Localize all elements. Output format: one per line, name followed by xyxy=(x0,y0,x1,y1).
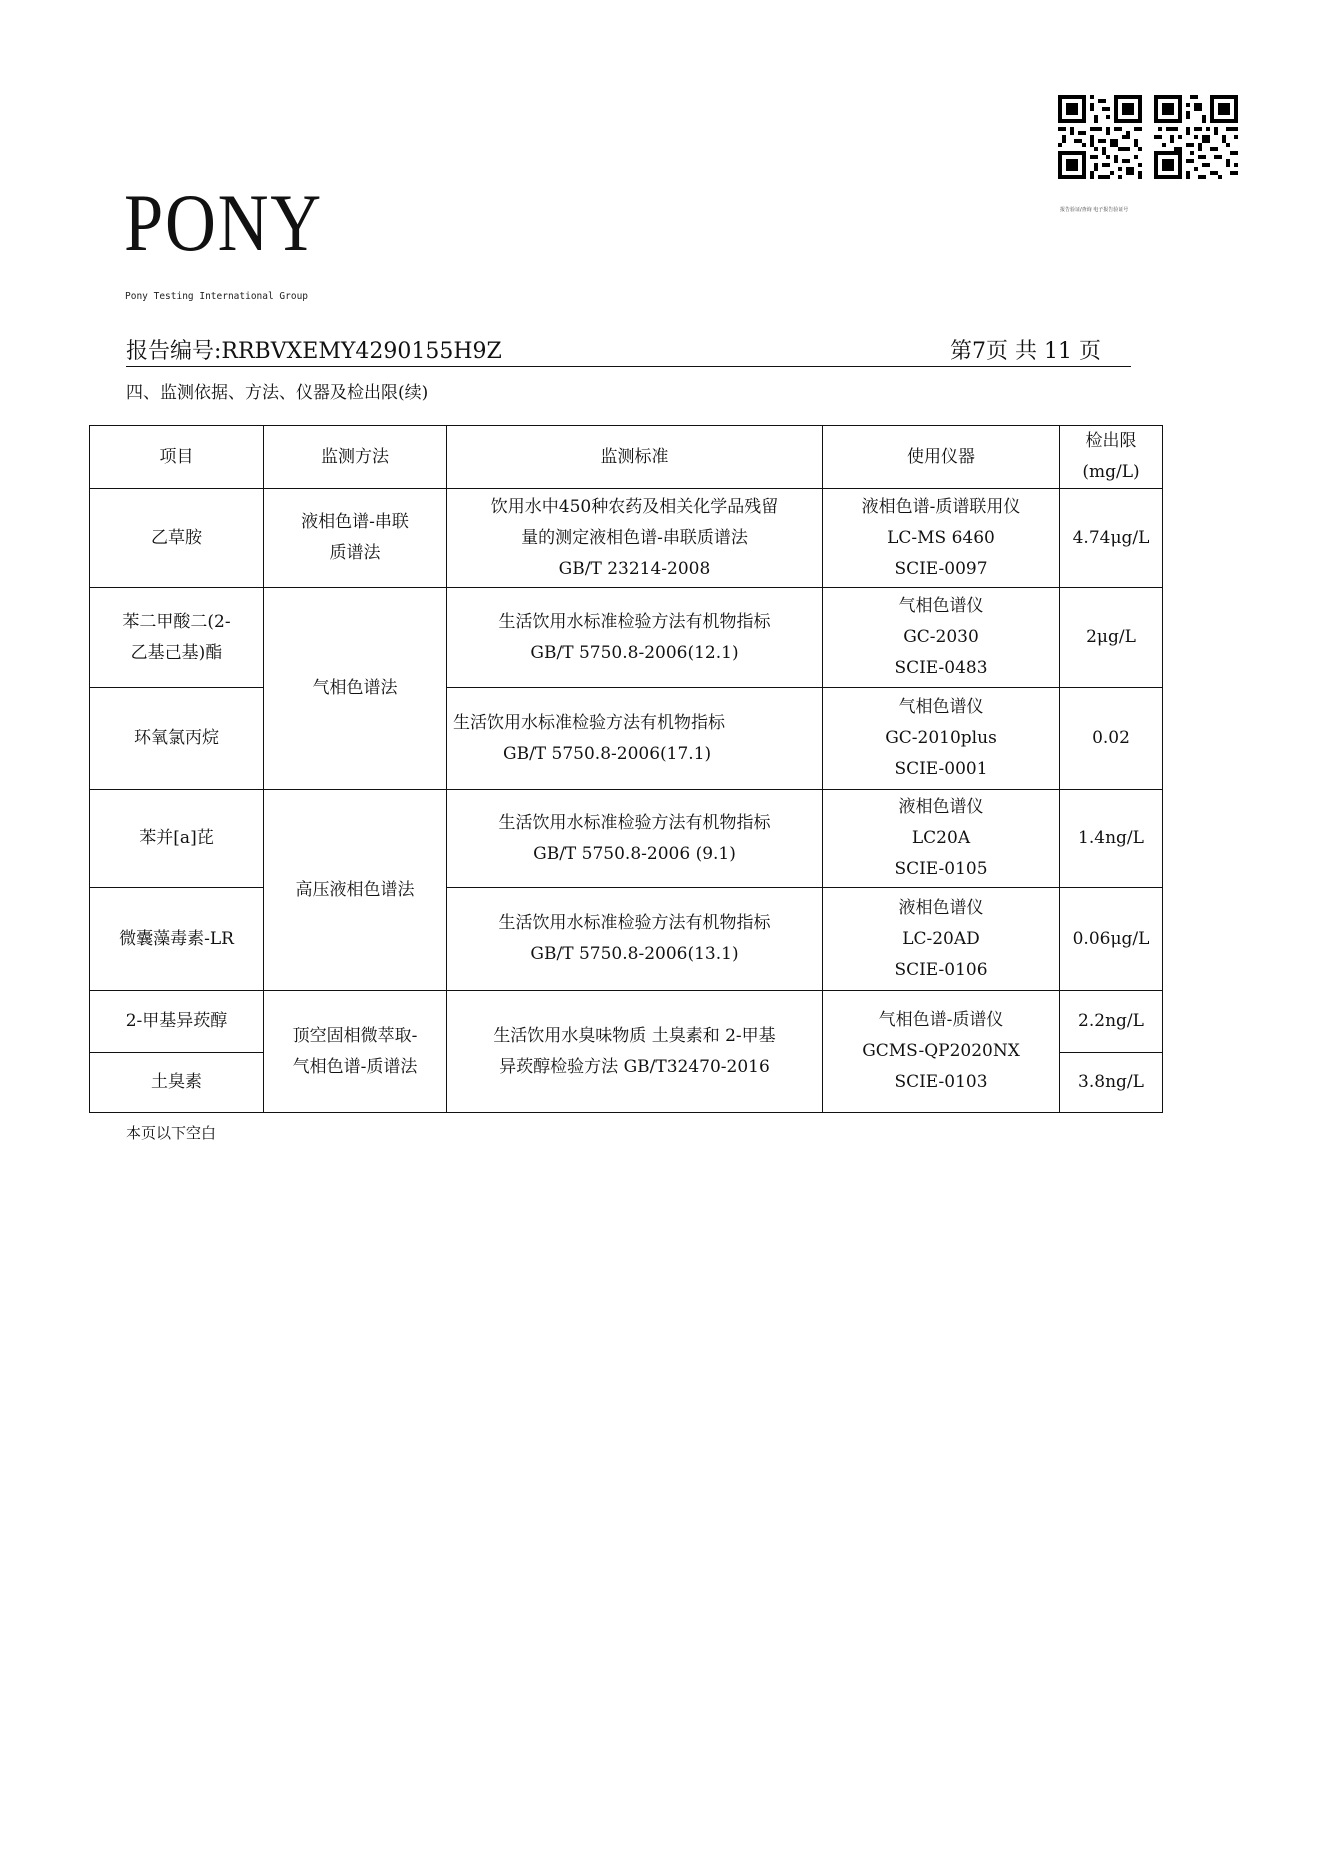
page-indicator: 第7页 共 11 页 xyxy=(950,339,1101,364)
table-row xyxy=(90,790,1163,888)
cell-instrument: 液相色谱仪 LC20A SCIE-0105 xyxy=(823,790,1060,888)
header-instrument: 使用仪器 xyxy=(823,426,1060,489)
cell-standard: 生活饮用水标准检验方法有机物指标 GB/T 5750.8-2006 (9.1) xyxy=(447,790,823,888)
table-row xyxy=(90,991,1163,1053)
cell-limit: 2.2ng/L xyxy=(1060,991,1163,1053)
cell-method: 气相色谱法 xyxy=(264,588,447,790)
cell-limit: 4.74μg/L xyxy=(1060,489,1163,588)
cell-limit: 2μg/L xyxy=(1060,588,1163,688)
cell-standard: 生活饮用水标准检验方法有机物指标 GB/T 5750.8-2006(17.1) xyxy=(447,688,823,790)
cell-limit: 1.4ng/L xyxy=(1060,790,1163,888)
header-standard: 监测标准 xyxy=(447,426,823,489)
cell-standard: 生活饮用水标准检验方法有机物指标 GB/T 5750.8-2006(12.1) xyxy=(447,588,823,688)
qr-code-icon xyxy=(1154,93,1238,181)
cell-item: 2-甲基异莰醇 xyxy=(90,991,264,1053)
cell-instrument: 气相色谱-质谱仪 GCMS-QP2020NX SCIE-0103 xyxy=(823,991,1060,1113)
company-subtitle: Pony Testing International Group xyxy=(125,291,309,302)
table-row xyxy=(90,588,1163,688)
cell-standard: 生活饮用水臭味物质 土臭素和 2-甲基 异莰醇检验方法 GB/T32470-2016 xyxy=(447,991,823,1113)
company-logo: PONY xyxy=(124,177,323,268)
cell-item: 环氧氯丙烷 xyxy=(90,688,264,790)
cell-instrument: 液相色谱仪 LC-20AD SCIE-0106 xyxy=(823,888,1060,991)
cell-item: 苯并[a]芘 xyxy=(90,790,264,888)
header-limit xyxy=(1060,426,1163,489)
report-number: 报告编号:RRBVXEMY4290155H9Z xyxy=(126,339,502,364)
cell-method: 液相色谱-串联 质谱法 xyxy=(264,489,447,588)
qr-caption: 报告验证/查询 电子报告验证号 xyxy=(1060,207,1129,213)
cell-limit: 3.8ng/L xyxy=(1060,1053,1163,1113)
table-header-row xyxy=(90,426,1163,489)
header-method: 监测方法 xyxy=(264,426,447,489)
cell-instrument: 液相色谱-质谱联用仪 LC-MS 6460 SCIE-0097 xyxy=(823,489,1060,588)
header-item: 项目 xyxy=(90,426,264,489)
report-header-line xyxy=(126,338,1131,367)
cell-item: 土臭素 xyxy=(90,1053,264,1113)
cell-limit: 0.02 xyxy=(1060,688,1163,790)
cell-item: 乙草胺 xyxy=(90,489,264,588)
qr-code-icon xyxy=(1058,93,1142,181)
monitoring-table xyxy=(89,425,1163,1113)
table-row xyxy=(90,489,1163,588)
table-row xyxy=(90,888,1163,991)
cell-item: 苯二甲酸二(2- 乙基己基)酯 xyxy=(90,588,264,688)
blank-below-note: 本页以下空白 xyxy=(126,1124,217,1142)
section-title: 四、监测依据、方法、仪器及检出限(续) xyxy=(126,383,429,403)
cell-method: 顶空固相微萃取- 气相色谱-质谱法 xyxy=(264,991,447,1113)
cell-instrument: 气相色谱仪 GC-2010plus SCIE-0001 xyxy=(823,688,1060,790)
cell-standard: 饮用水中450种农药及相关化学品残留 量的测定液相色谱-串联质谱法 GB/T 23214-2008 xyxy=(447,489,823,588)
cell-item: 微囊藻毒素-LR xyxy=(90,888,264,991)
table-row xyxy=(90,688,1163,790)
cell-standard: 生活饮用水标准检验方法有机物指标 GB/T 5750.8-2006(13.1) xyxy=(447,888,823,991)
header-limit-line1: 检出限 xyxy=(1085,431,1137,451)
cell-method: 高压液相色谱法 xyxy=(264,790,447,991)
header-limit-line2: (mg/L) xyxy=(1082,462,1140,482)
cell-limit: 0.06μg/L xyxy=(1060,888,1163,991)
cell-instrument: 气相色谱仪 GC-2030 SCIE-0483 xyxy=(823,588,1060,688)
